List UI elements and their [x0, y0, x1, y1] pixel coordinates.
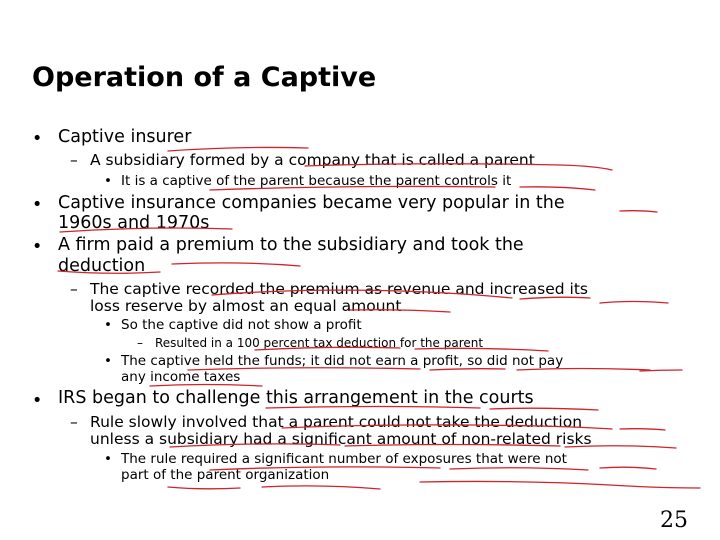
bullet-dot-small: • — [104, 173, 112, 189]
bullet-dot: • — [32, 391, 43, 411]
bullet-dash: – — [70, 413, 78, 431]
bullet-dash: – — [70, 280, 78, 298]
sub-sub-bullet-held-funds-line1: The captive held the funds; it did not earn a profit, so did not pay — [121, 353, 564, 369]
bullet-dash: – — [70, 151, 78, 169]
underline-stroke — [168, 487, 240, 489]
underline-stroke — [490, 408, 598, 410]
underline-stroke — [620, 429, 665, 430]
sub-sub-bullet-captive-of-parent: It is a captive of the parent because the parent controls it — [121, 173, 512, 189]
bullet-dot-small: • — [104, 317, 112, 333]
underline-stroke — [620, 211, 657, 212]
bullet-dot: • — [32, 129, 43, 149]
underline-stroke — [420, 481, 700, 488]
underline-stroke — [262, 486, 380, 489]
sub-bullet-subsidiary: A subsidiary formed by a company that is called a parent — [90, 151, 535, 169]
sub-bullet-recorded-premium-line2: loss reserve by almost an equal amount — [90, 297, 402, 315]
sub-bullet-recorded-premium-line1: The captive recorded the premium as revenue and increased its — [90, 280, 589, 298]
sub-bullet-rule-involved-line1: Rule slowly involved that a parent could not take the deduction — [90, 413, 583, 431]
sub-sub-bullet-rule-required-line2: part of the parent organization — [121, 467, 330, 483]
slide-title: Operation of a Captive — [32, 62, 377, 93]
underline-stroke — [172, 263, 300, 266]
bullet-dash-small: – — [137, 336, 143, 350]
bullet-dot: • — [32, 195, 43, 215]
underline-stroke — [600, 302, 668, 304]
bullet-dot-small: • — [104, 353, 112, 369]
sub-sub-bullet-no-profit: So the captive did not show a profit — [121, 317, 362, 333]
bullet-captive-popular-line1: Captive insurance companies became very popular in the — [58, 193, 565, 213]
bullet-firm-paid-line1: A firm paid a premium to the subsidiary and took the — [58, 235, 524, 255]
bullet-dot-small: • — [104, 451, 112, 467]
underline-stroke — [450, 468, 588, 470]
underline-stroke — [600, 467, 656, 469]
sub-sub-bullet-held-funds-line2: any income taxes — [121, 369, 241, 385]
underline-stroke — [520, 187, 595, 190]
bullet-firm-paid-line2: deduction — [58, 256, 146, 276]
underline-stroke — [640, 370, 682, 371]
sub-bullet-rule-involved-line2: unless a subsidiary had a significant amount of non-related risks — [90, 430, 592, 448]
page-number: 25 — [660, 508, 688, 533]
bullet-captive-popular-line2: 1960s and 1970s — [58, 213, 210, 233]
bullet-irs-challenge: IRS began to challenge this arrangement in the courts — [58, 388, 534, 408]
bullet-dot: • — [32, 237, 43, 257]
sub-sub-bullet-rule-required-line1: The rule required a significant number of exposures that were not — [121, 451, 567, 467]
level4-bullet-tax-deduction: Resulted in a 100 percent tax deduction for the parent — [155, 336, 484, 350]
bullet-captive-insurer: Captive insurer — [58, 127, 192, 147]
